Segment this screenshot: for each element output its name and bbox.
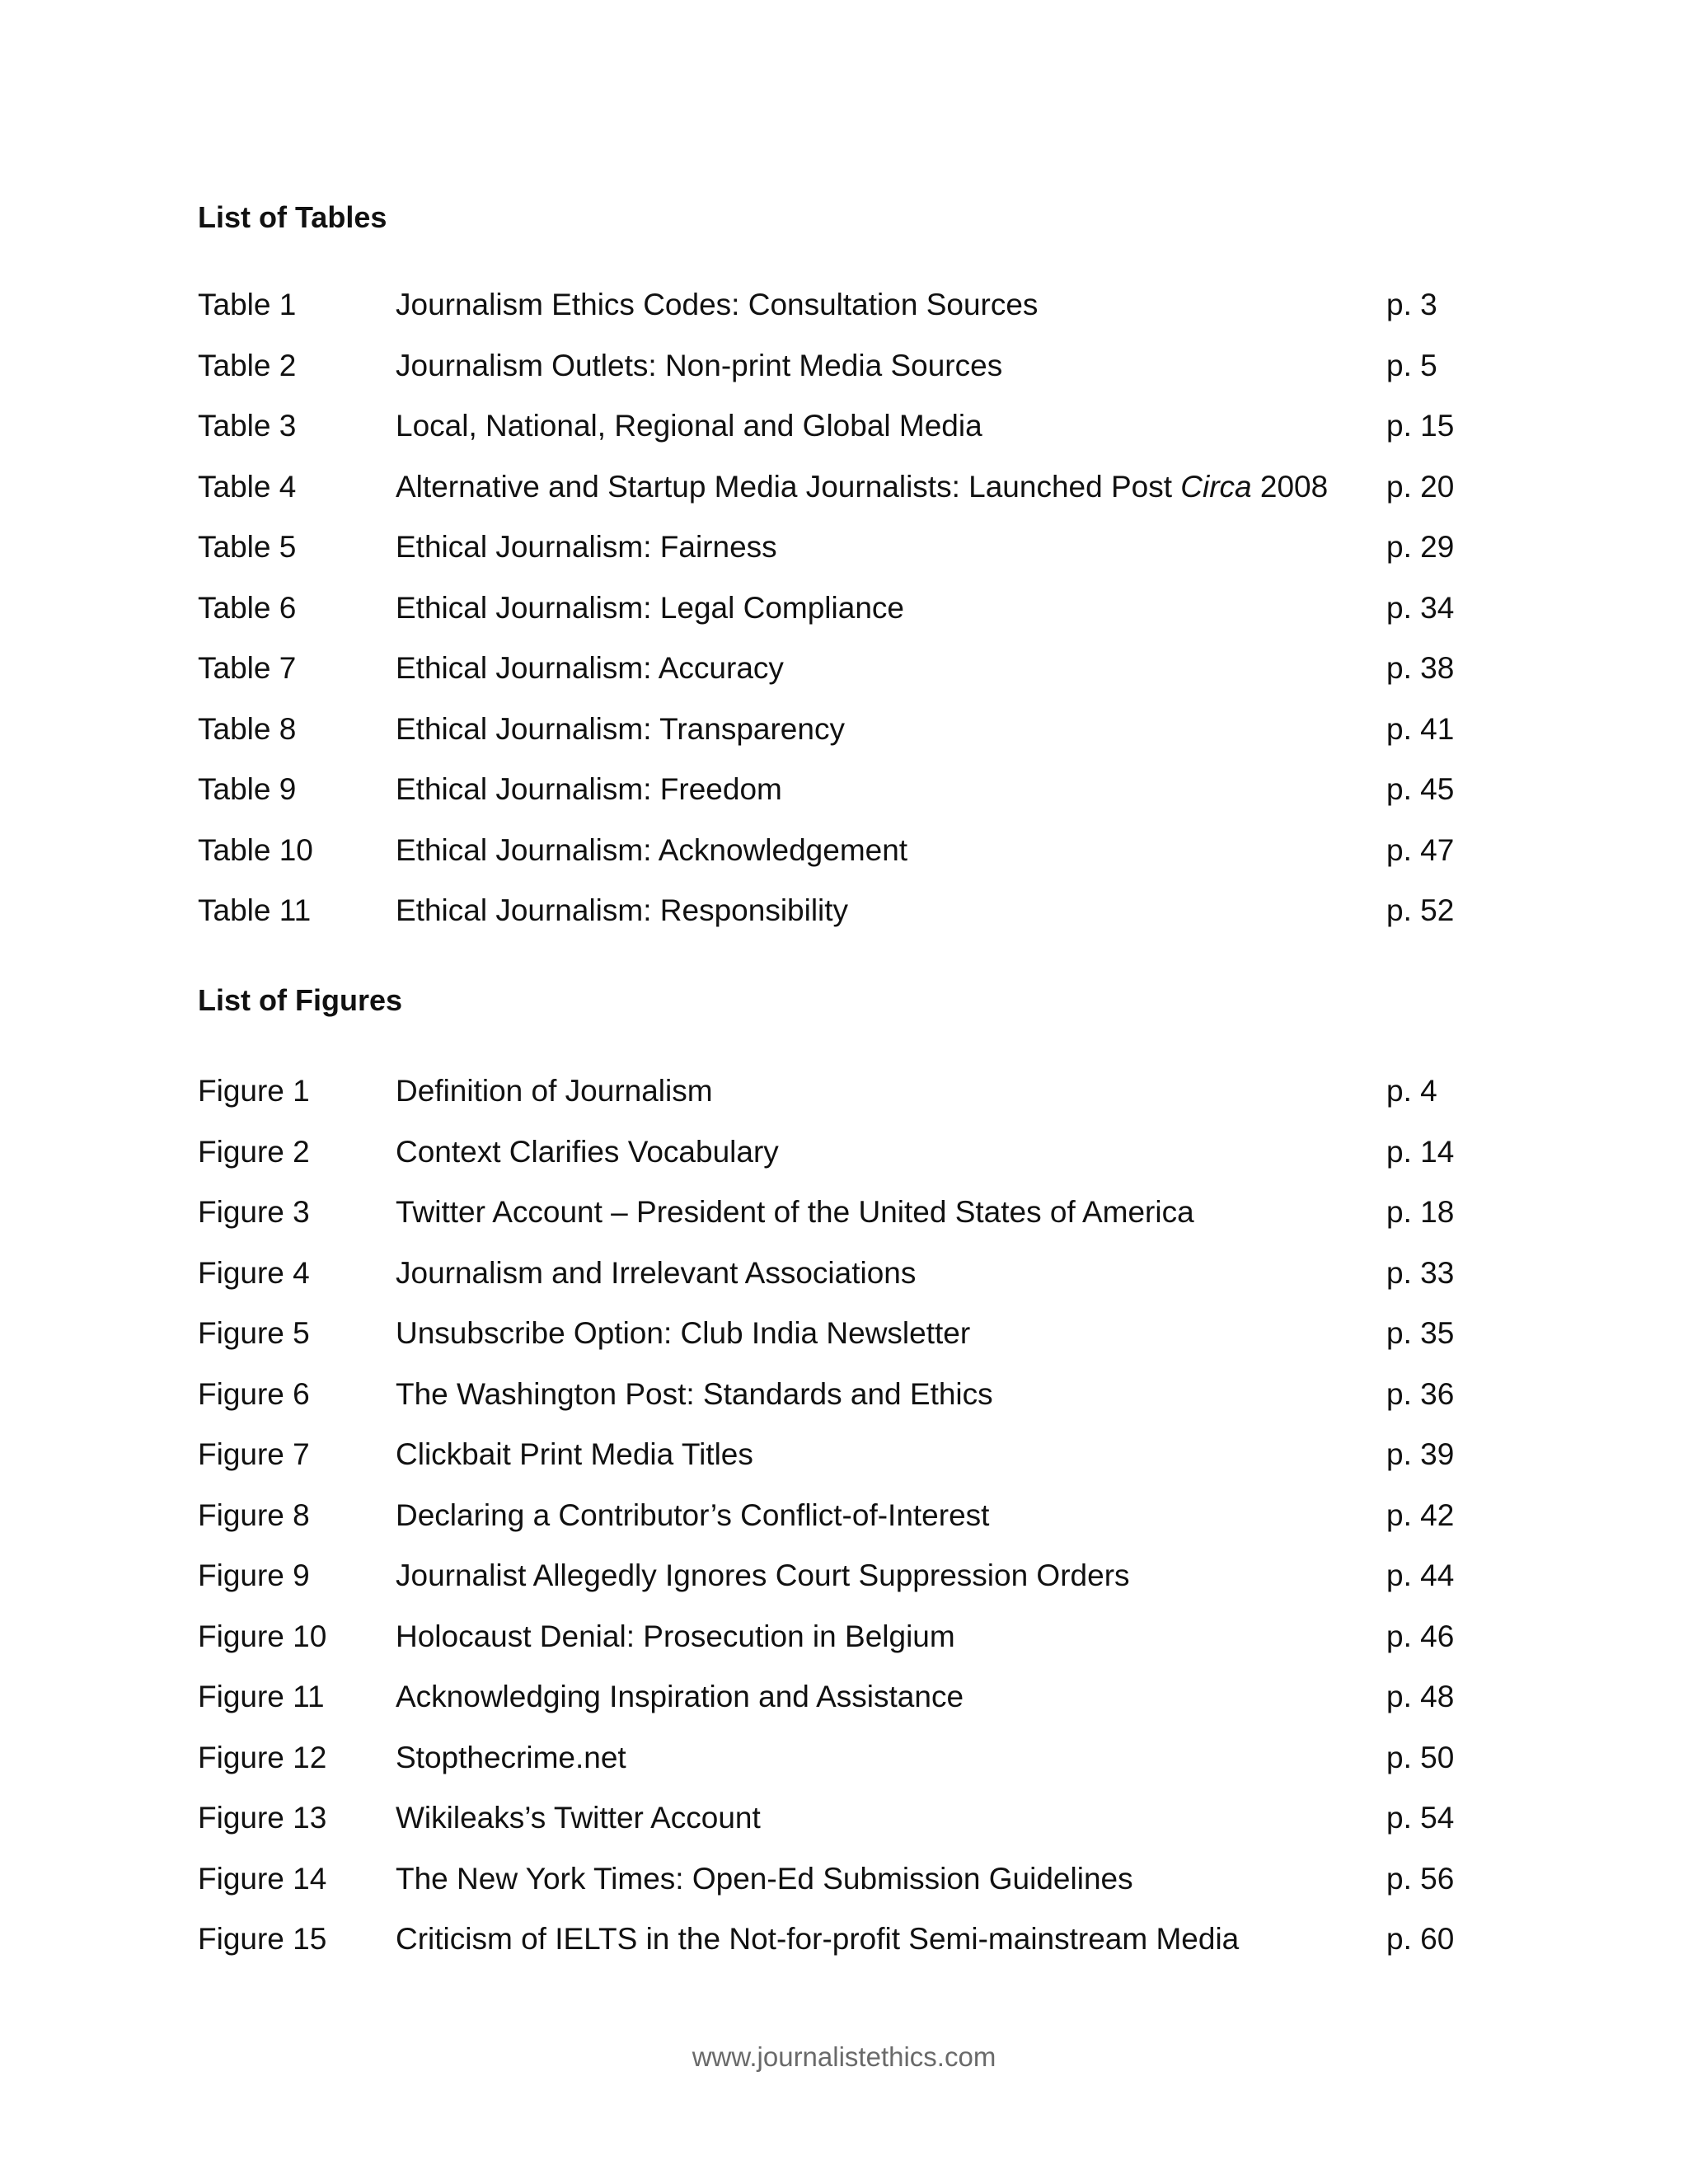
entry-label: Figure 15: [198, 1922, 327, 1956]
entry-title-italic: Circa: [1180, 469, 1252, 504]
entry-page-number: p. 54: [1386, 1801, 1455, 1835]
table-entry: [198, 406, 1484, 467]
list-of-tables-heading: List of Tables: [198, 200, 387, 234]
entry-page-number: p. 34: [1386, 590, 1455, 625]
entry-label: Figure 9: [198, 1558, 310, 1592]
entry-label: Figure 7: [198, 1437, 310, 1471]
entry-title: Ethical Journalism: Acknowledgement: [396, 832, 908, 867]
entry-page-number: p. 18: [1386, 1195, 1455, 1229]
entry-label: Table 3: [198, 409, 297, 443]
table-entry: [198, 649, 1484, 710]
entry-label: Figure 10: [198, 1619, 327, 1653]
entry-page-number: p. 47: [1386, 832, 1455, 867]
entry-label: Figure 1: [198, 1074, 310, 1108]
entry-page-number: p. 41: [1386, 711, 1455, 746]
entry-title: Journalism Outlets: Non-print Media Sources: [396, 348, 1003, 382]
entry-page-number: p. 45: [1386, 772, 1455, 806]
entry-page-number: p. 60: [1386, 1922, 1455, 1956]
entry-title: Local, National, Regional and Global Media: [396, 409, 982, 443]
figure-entry: [198, 1375, 1484, 1436]
figure-entry: [198, 1677, 1484, 1738]
entry-title: Criticism of IELTS in the Not-for-profit Semi-mainstream Media: [396, 1922, 1240, 1956]
entry-title: Ethical Journalism: Fairness: [396, 530, 777, 564]
entry-title: Acknowledging Inspiration and Assistance: [396, 1680, 964, 1713]
entry-title: Declaring a Contributor’s Conflict-of-Interest: [396, 1497, 990, 1532]
figure-entry: [198, 1738, 1484, 1799]
entry-page-number: p. 4: [1386, 1074, 1437, 1108]
entry-page-number: p. 39: [1386, 1437, 1455, 1471]
entry-page-number: p. 44: [1386, 1558, 1455, 1592]
figure-entry: [198, 1556, 1484, 1617]
entry-label: Figure 11: [198, 1680, 325, 1713]
entry-title-part: 2008: [1251, 469, 1329, 504]
entry-label: Figure 2: [198, 1134, 310, 1169]
footer-website: www.journalistethics.com: [692, 2041, 996, 2072]
table-entry: [198, 467, 1484, 528]
entry-title: Ethical Journalism: Legal Compliance: [396, 590, 904, 625]
entry-label: Table 4: [198, 469, 297, 504]
entry-label: Table 7: [198, 651, 297, 685]
figure-entry: [198, 1132, 1484, 1193]
entry-title: Definition of Journalism: [396, 1074, 713, 1108]
figure-entry: [198, 1798, 1484, 1859]
entry-label: Table 2: [198, 348, 297, 382]
table-entry: [198, 770, 1484, 831]
entry-page-number: p. 33: [1386, 1255, 1455, 1290]
entry-label: Figure 3: [198, 1195, 310, 1229]
entry-label: Table 6: [198, 590, 297, 625]
entry-page-number: p. 50: [1386, 1740, 1455, 1774]
entry-label: Figure 4: [198, 1255, 310, 1290]
entry-title: Ethical Journalism: Transparency: [396, 711, 845, 746]
entry-label: Table 9: [198, 772, 297, 806]
entry-title-part: Alternative and Startup Media Journalists: Launched Post: [396, 469, 1181, 504]
entry-label: Table 5: [198, 530, 297, 564]
list-of-figures-heading: List of Figures: [198, 983, 403, 1017]
entry-page-number: p. 46: [1386, 1619, 1455, 1653]
entry-label: Table 8: [198, 711, 297, 746]
entry-title: Wikileaks’s Twitter Account: [396, 1801, 761, 1835]
entry-title: Ethical Journalism: Responsibility: [396, 893, 849, 927]
figure-entry: [198, 1617, 1484, 1678]
entry-label: Figure 14: [198, 1861, 327, 1896]
entry-title: The New York Times: Open-Ed Submission Guidelines: [396, 1861, 1133, 1896]
entry-page-number: p. 29: [1386, 530, 1455, 564]
entry-page-number: p. 20: [1386, 469, 1455, 504]
entry-page-number: p. 38: [1386, 651, 1455, 685]
entry-page-number: p. 35: [1386, 1316, 1455, 1350]
entry-label: Table 11: [198, 893, 312, 927]
entry-page-number: p. 14: [1386, 1134, 1455, 1169]
entry-label: Figure 12: [198, 1740, 327, 1774]
entry-title: Stopthecrime.net: [396, 1740, 626, 1774]
entry-label: Table 1: [198, 288, 297, 321]
figure-entry: [198, 1859, 1484, 1920]
entry-title: Journalist Allegedly Ignores Court Suppression Orders: [396, 1558, 1130, 1592]
table-entry: [198, 527, 1484, 588]
table-entry: [198, 831, 1484, 892]
entry-page-number: p. 48: [1386, 1680, 1455, 1713]
entry-page-number: p. 5: [1386, 348, 1437, 382]
entry-title: Context Clarifies Vocabulary: [396, 1134, 779, 1169]
entry-title: Twitter Account – President of the United States of America: [396, 1195, 1194, 1229]
table-entry: [198, 891, 1484, 952]
figure-entry: [198, 1254, 1484, 1315]
entry-title: Journalism and Irrelevant Associations: [396, 1255, 917, 1290]
tables-list: [198, 285, 1484, 952]
entry-title: Clickbait Print Media Titles: [396, 1437, 753, 1471]
figure-entry: [198, 1193, 1484, 1254]
table-entry: [198, 588, 1484, 649]
figure-entry: [198, 1435, 1484, 1496]
entry-page-number: p. 3: [1386, 288, 1437, 321]
entry-title: Holocaust Denial: Prosecution in Belgium: [396, 1619, 955, 1653]
figures-list: [198, 1071, 1484, 1980]
figure-entry: [198, 1496, 1484, 1557]
entry-title: The Washington Post: Standards and Ethics: [396, 1376, 993, 1411]
entry-page-number: p. 56: [1386, 1861, 1455, 1896]
entry-title: Unsubscribe Option: Club India Newsletter: [396, 1316, 971, 1350]
entry-title: Ethical Journalism: Accuracy: [396, 651, 784, 685]
entry-title: Journalism Ethics Codes: Consultation Sources: [396, 288, 1039, 321]
table-entry: [198, 710, 1484, 771]
entry-page-number: p. 52: [1386, 893, 1455, 927]
entry-label: Figure 6: [198, 1376, 310, 1411]
table-entry: [198, 285, 1484, 346]
entry-label: Figure 5: [198, 1316, 310, 1350]
figure-entry: [198, 1919, 1484, 1980]
figure-entry: [198, 1071, 1484, 1132]
entry-page-number: p. 42: [1386, 1497, 1455, 1532]
entry-label: Figure 8: [198, 1497, 310, 1532]
table-entry: [198, 346, 1484, 407]
figure-entry: [198, 1314, 1484, 1375]
entry-title: [396, 467, 1328, 507]
entry-label: Table 10: [198, 832, 313, 867]
entry-page-number: p. 15: [1386, 409, 1455, 443]
entry-label: Figure 13: [198, 1801, 327, 1835]
entry-page-number: p. 36: [1386, 1376, 1455, 1411]
entry-title: Ethical Journalism: Freedom: [396, 772, 782, 806]
